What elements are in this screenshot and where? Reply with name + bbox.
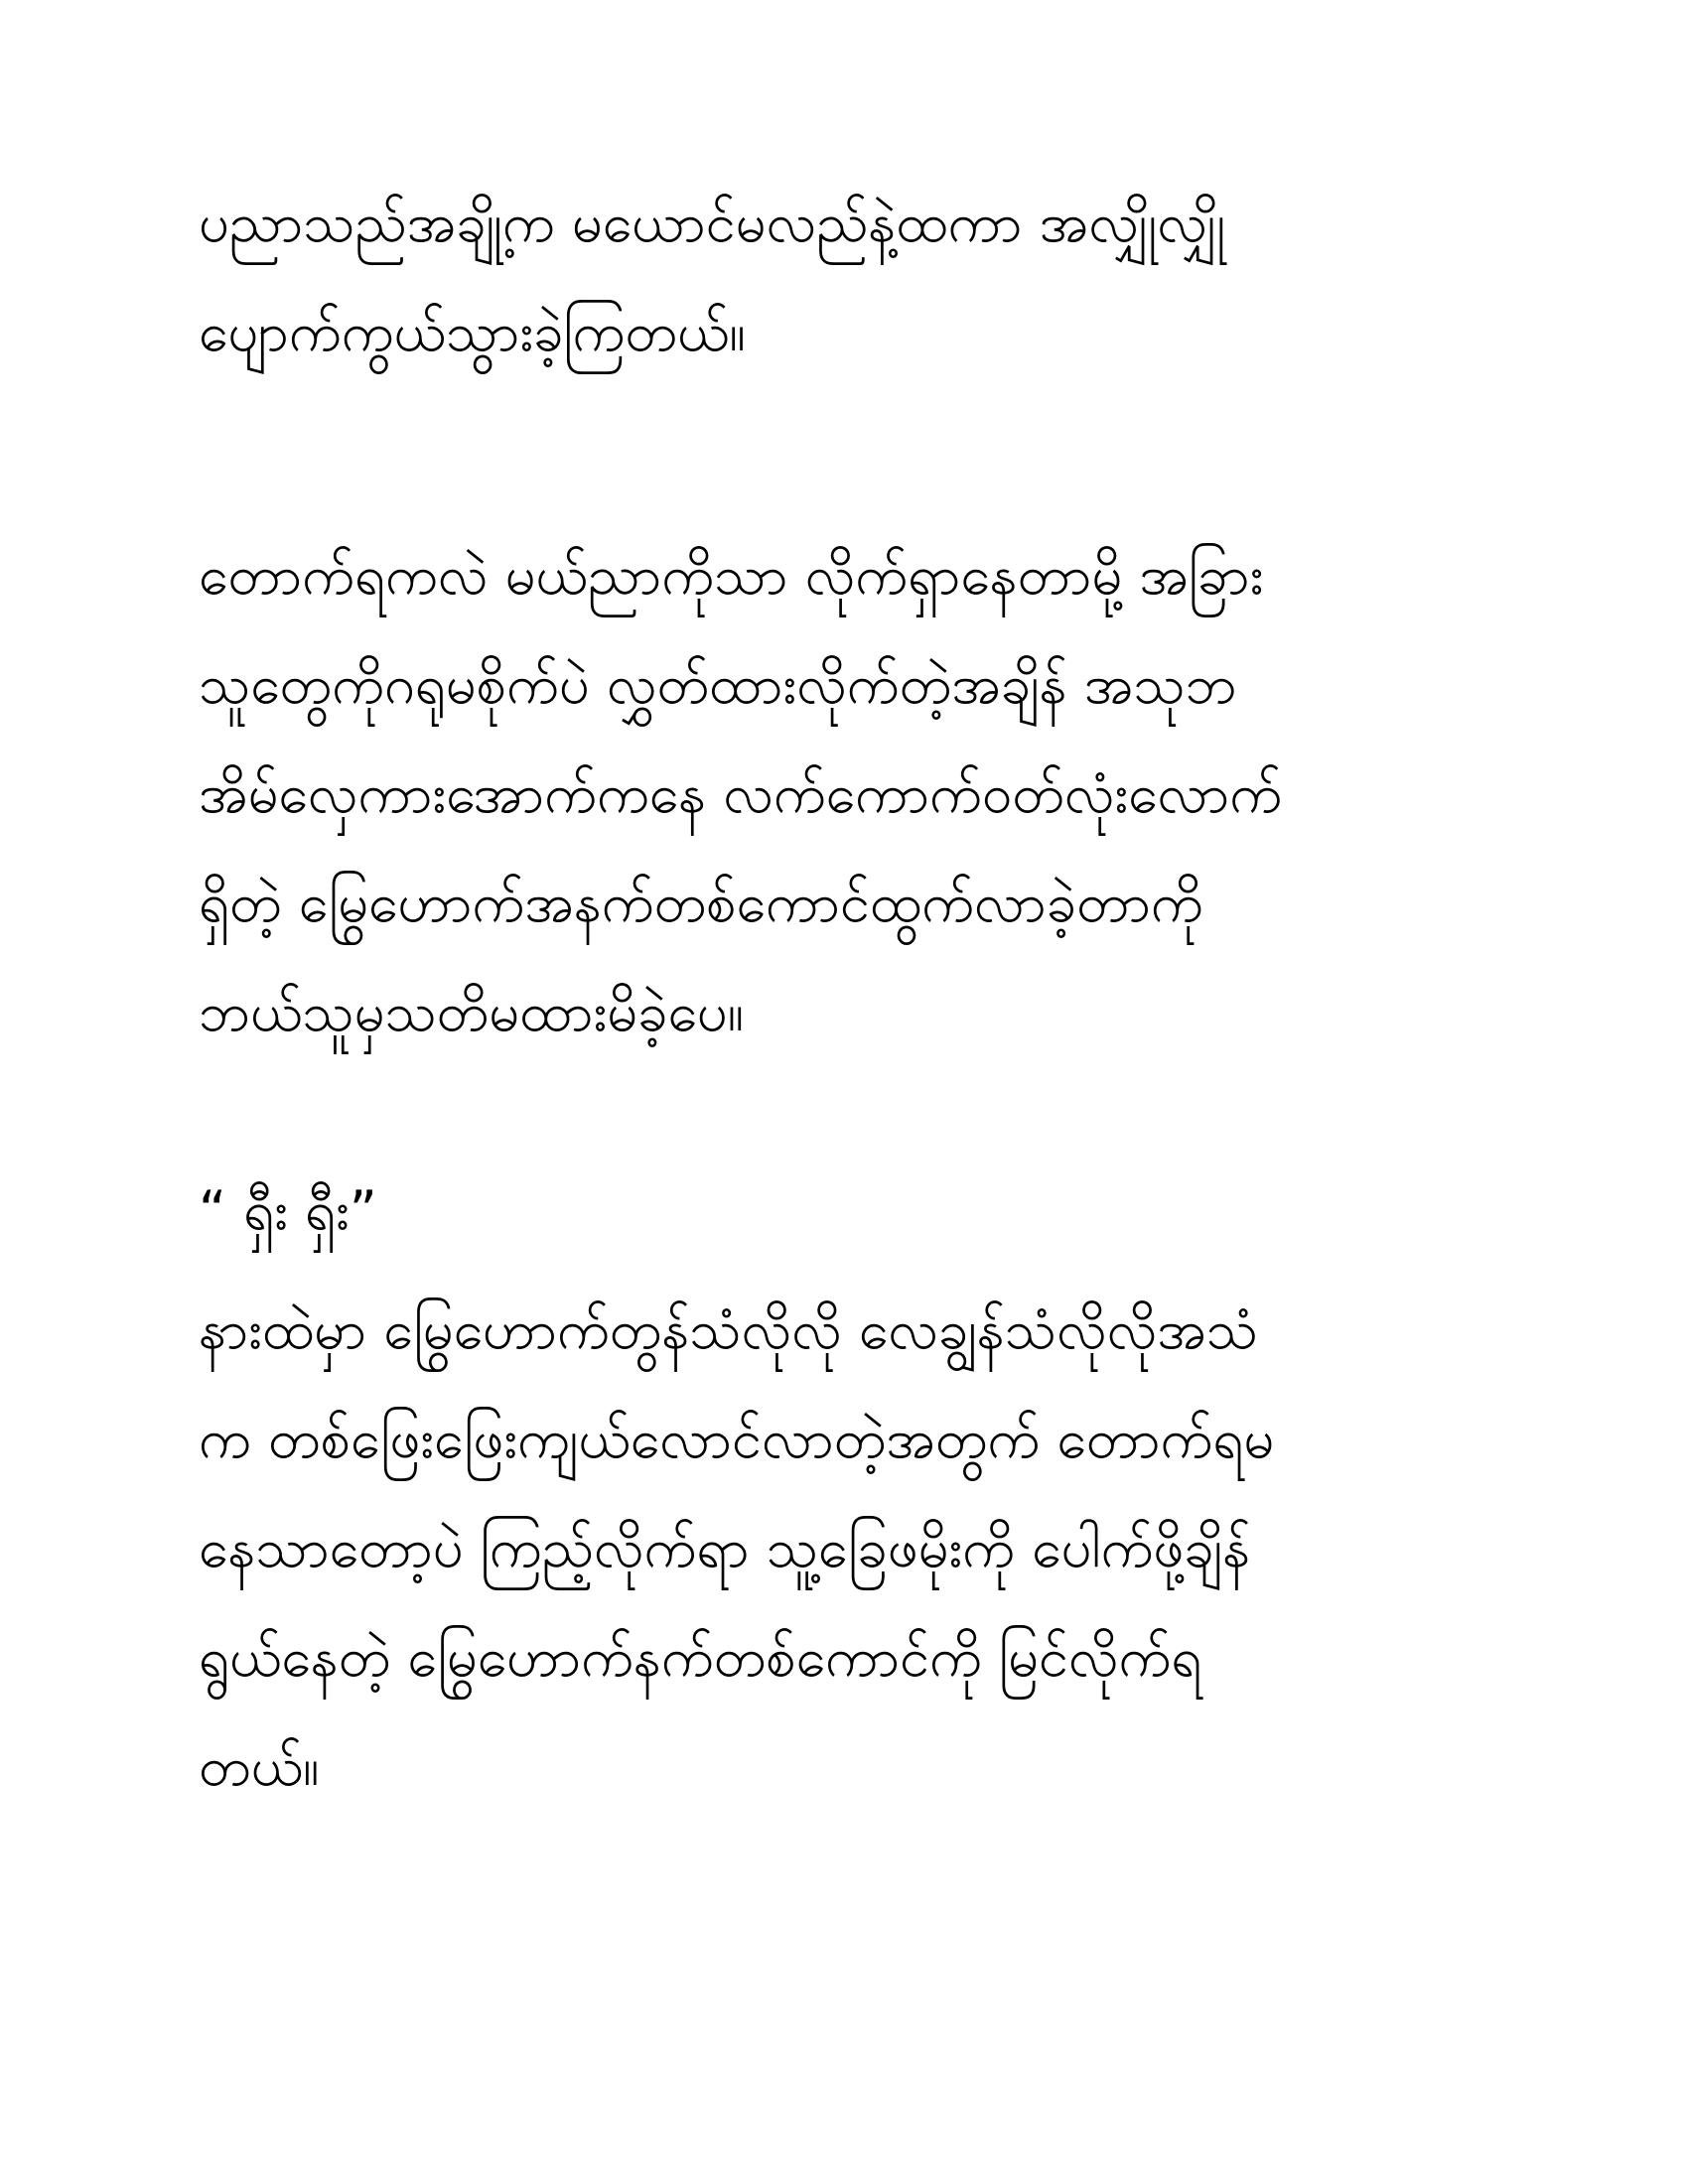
paragraph-3-line-3: က တစ်ဖြေးဖြေးကျယ်လောင်လာတဲ့အတွက် တောက်ရမ <box>199 1408 1275 1470</box>
paragraph-2-line-1: တောက်ရကလဲ မယ်ညာကိုသာ လိုက်ရှာနေတာမို့ အခြား <box>199 544 1264 607</box>
paragraph-3-line-4: နေသာတော့ပဲ ကြည့်လိုက်ရာ သူ့ခြေဖမိုးကို ပေါက်ဖို့ချိန် <box>199 1517 1251 1579</box>
paragraph-1-line-2: ပျောက်ကွယ်သွားခဲ့ကြတယ်။ <box>199 301 746 363</box>
paragraph-3-line-5: ရွယ်နေတဲ့ မြွေဟောက်နက်တစ်ကောင်ကို မြင်လိုက်ရ <box>199 1626 1202 1689</box>
paragraph-2-line-2: သူတွေကိုဂရုမစိုက်ပဲ လွှတ်ထားလိုက်တဲ့အချိန် အသုဘ <box>199 653 1237 716</box>
paragraph-2-line-5: ဘယ်သူမှသတိမထားမိခဲ့ပေ။ <box>199 981 744 1043</box>
paragraph-2-line-4: ရှိတဲ့ မြွေဟောက်အနက်တစ်ကောင်ထွက်လာခဲ့တာကို <box>199 872 1203 934</box>
paragraph-3-line-6: တယ်။ <box>199 1735 320 1798</box>
paragraph-2-line-3: အိမ်လှေကားအောက်ကနေ လက်ကောက်ဝတ်လုံးလောက် <box>199 762 1283 825</box>
paragraph-3-line-2: နားထဲမှာ မြွေဟောက်တွန်သံလိုလို လေချွန်သံလိုလိုအသံ <box>199 1298 1258 1361</box>
paragraph-3-line-1: “ ရှီး ရှီး” <box>199 1179 377 1242</box>
paragraph-1-line-1: ပညာသည်အချို့က မယောင်မလည်နဲ့ထကာ အလျှိုလျှို <box>199 192 1226 254</box>
